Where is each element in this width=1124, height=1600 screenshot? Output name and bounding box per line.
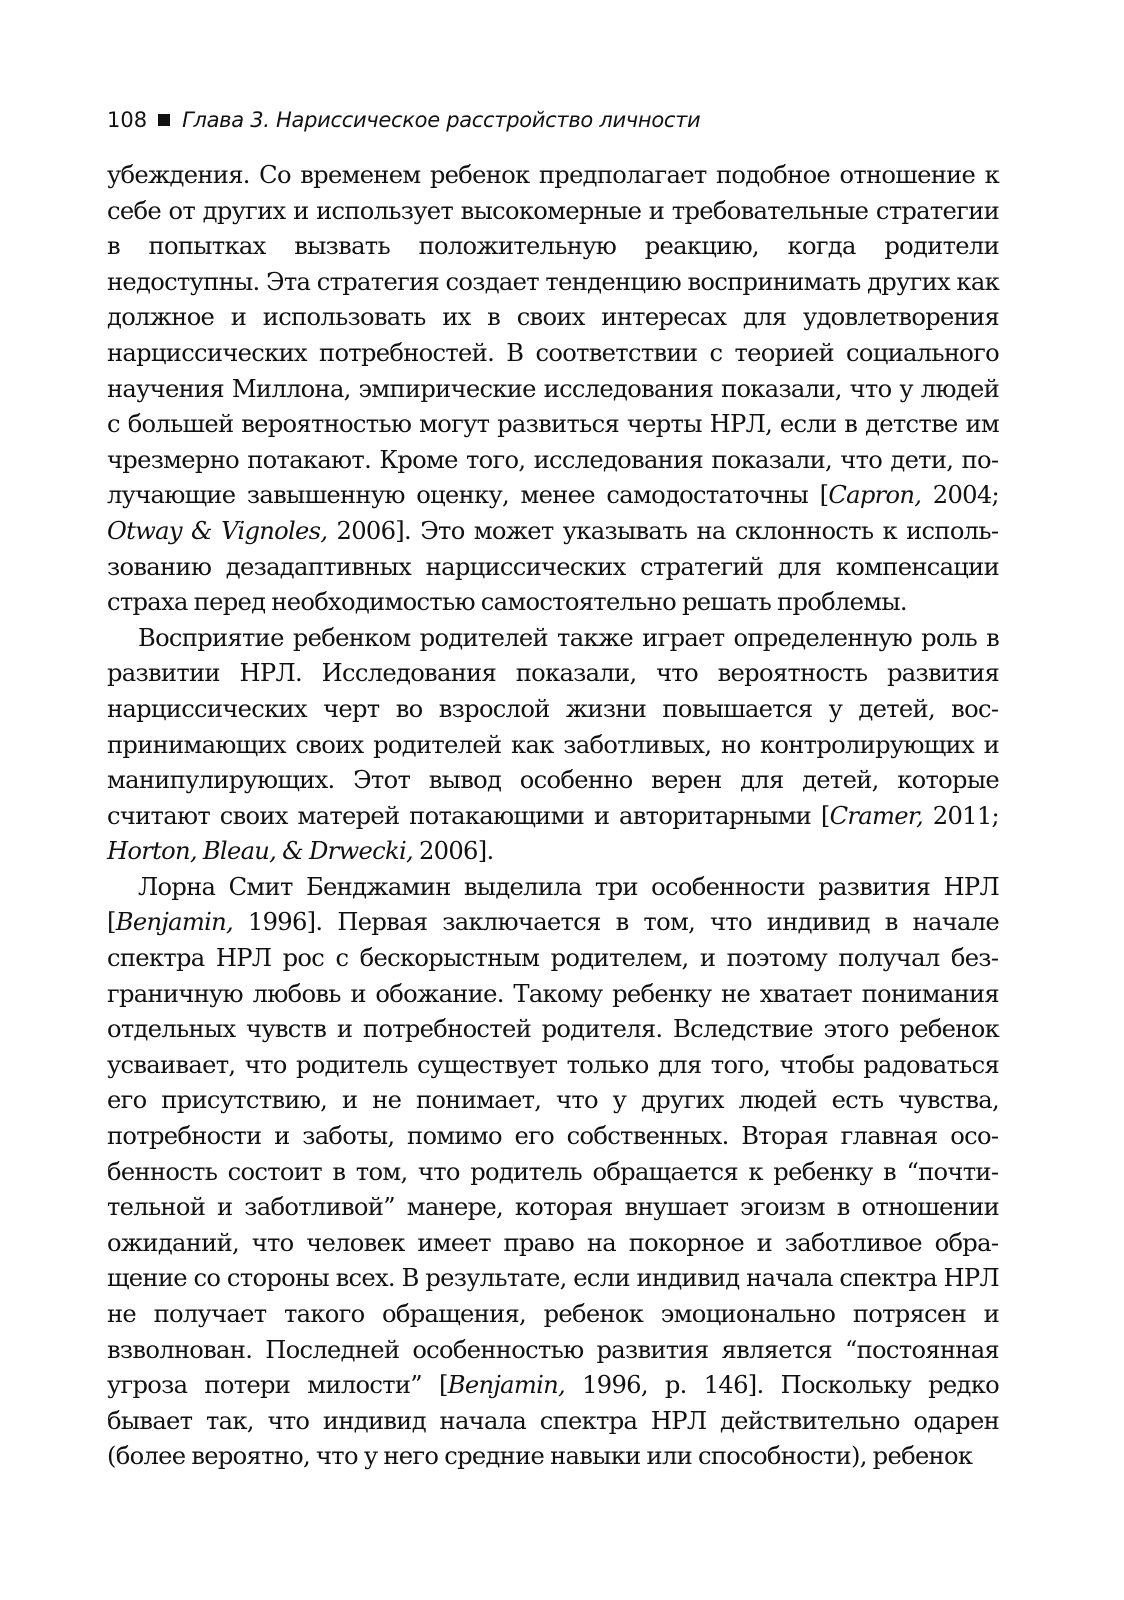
citation-author: Benjamin, (447, 1371, 565, 1400)
text-run: 1996, p. 146]. Поскольку редко бывает так, что индивид начала спектра НРЛ действительно одарен (более вероятно, что у него средние навыки или способности), ребенок (107, 1371, 999, 1471)
book-page (107, 100, 999, 1475)
text-run: Восприятие ребенком родителей также играет определенную роль в развитии НРЛ. Исследования показали, что вероятность развития нарциссических черт во взрослой жизни повышается у детей, воспринимающих своих родителей как заботливых, но контролирующих и манипулирующих. Этот вывод особенно верен для детей, которые считают своих матерей потакающими и авторитарными [ (107, 623, 999, 830)
square-bullet-icon (158, 114, 170, 126)
text-run: убеждения. Со временем ребенок предполагает подобное отношение к себе от других и использует высокомерные и требовательные стратегии в попытках вызвать положительную реакцию, когда родители недоступны. Эта стратегия создает тенденцию воспринимать других как должное и использовать их в своих интересах для удовлетворения нарциссических потребностей. В соответствии с теорией социального научения Миллона, эмпирические исследования показали, что у людей с большей вероятностью могут развиться черты НРЛ, если в детстве им чрезмерно потакают. Кроме того, исследования показали, что дети, получающие завышенную оценку, менее самодостаточны [ (107, 161, 999, 510)
text-run: Лорна Смит Бенджамин выделила три особенности развития НРЛ [ (107, 872, 999, 937)
citation-author: Capron, (828, 481, 922, 510)
text-run: 2011; (923, 801, 999, 830)
text-run: 2006]. Это может указывать на склонность к использованию дезадаптивных нарциссических стратегий для компенсации страха перед необходимостью самостоятельно решать проблемы. (107, 516, 999, 617)
citation-author: Benjamin, (115, 908, 233, 937)
body-text (107, 158, 999, 1475)
citation-author: Horton, Bleau, & Drwecki, (107, 837, 413, 866)
text-run: 2006]. (412, 837, 494, 866)
citation-author: Otway & Vignoles, (107, 516, 328, 545)
paragraph (107, 158, 999, 621)
chapter-title: Глава 3. Нариссическое расстройство личности (182, 108, 701, 132)
text-run: 2004; (921, 481, 999, 510)
paragraph (107, 870, 999, 1475)
running-header (107, 100, 999, 140)
paragraph (107, 621, 999, 870)
page-number: 108 (107, 108, 148, 132)
citation-author: Cramer, (829, 801, 924, 830)
text-run: 1996]. Первая заключается в том, что индивид в начале спектра НРЛ рос с бескорыстным родителем, и поэтому получал безграничную любовь и обожание. Такому ребенку не хватает понимания отдельных чувств и потребностей родителя. Вследствие этого ребенок усваивает, что родитель существует только для того, чтобы радоваться его присутствию, и не понимает, что у других людей есть чувства, потребности и заботы, помимо его собственных. Вторая главная особенность состоит в том, что родитель обращается к ребенку в “почтительной и заботливой” манере, которая внушает эгоизм в отношении ожиданий, что человек имеет право на покорное и заботливое обращение со стороны всех. В результате, если индивид начала спектра НРЛ не получает такого обращения, ребенок эмоционально потрясен и взволнован. Последней особенностью развития является “постоянная угроза потери милости” [ (107, 908, 999, 1400)
